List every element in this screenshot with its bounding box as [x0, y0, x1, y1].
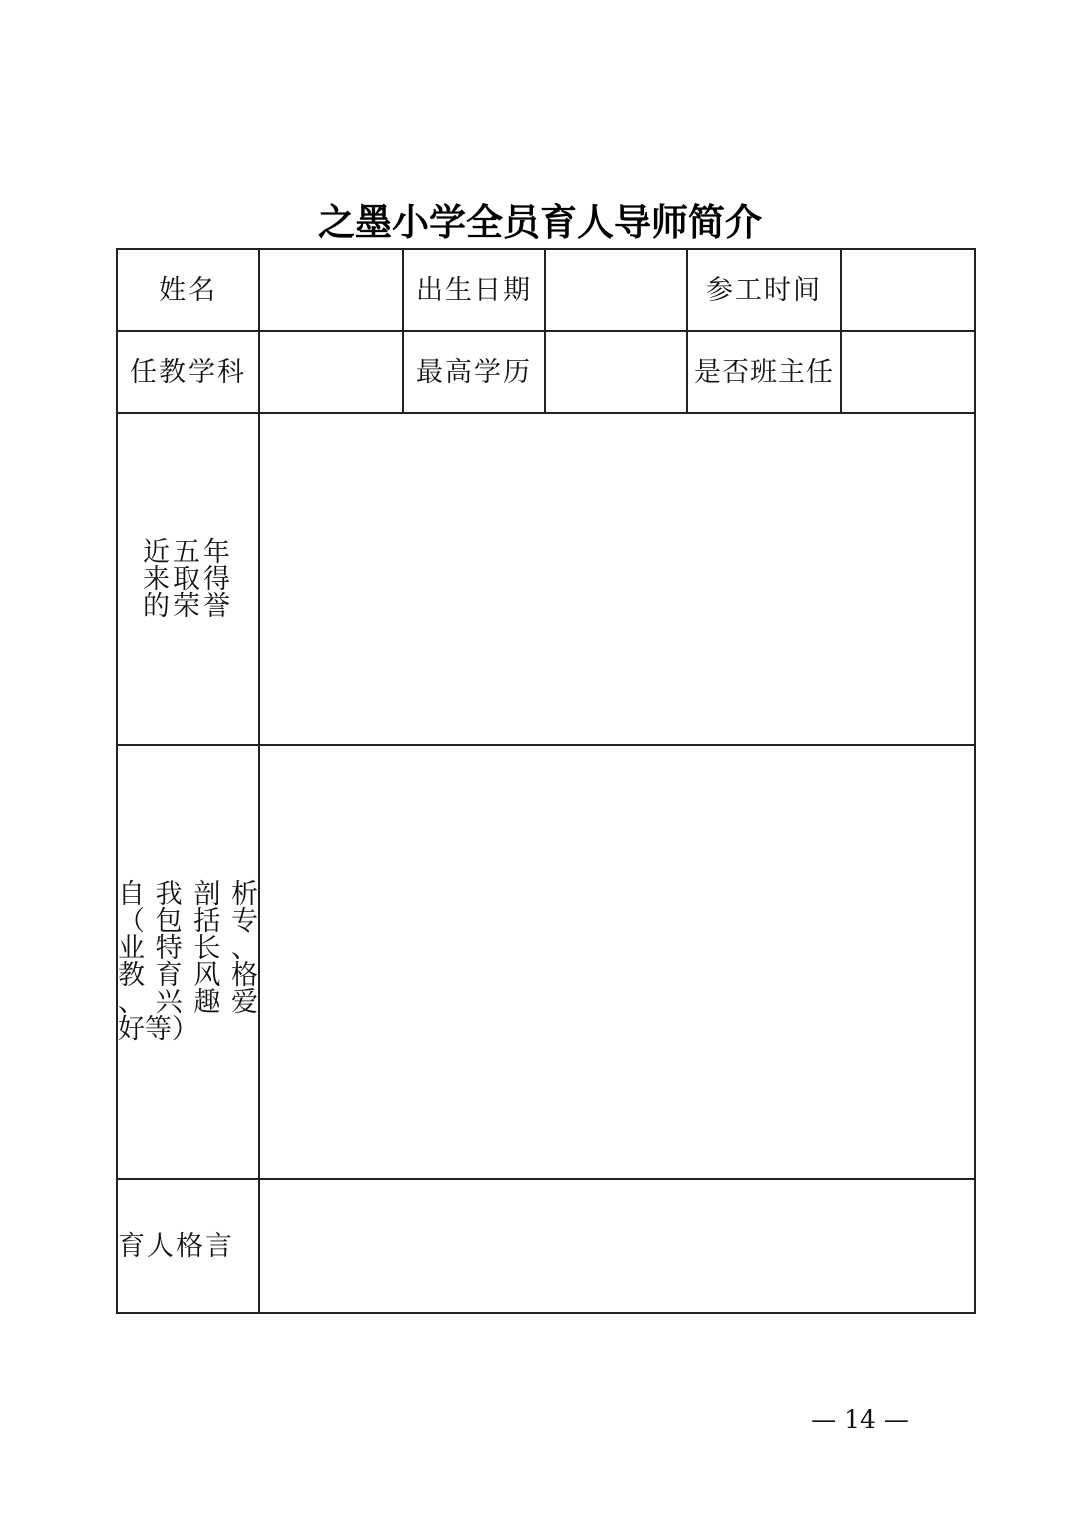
self-analysis-field[interactable] [259, 745, 975, 1179]
self-analysis-label [117, 745, 259, 1179]
subject-field[interactable] [259, 331, 403, 413]
self-analysis-label-line: 、兴趣爱 [118, 987, 258, 1018]
form-row-basic-1 [117, 249, 975, 331]
work-start-label: 参工时间 [687, 249, 841, 331]
education-label: 最高学历 [403, 331, 545, 413]
name-field[interactable] [259, 249, 403, 331]
page-number: — 14 — [811, 1405, 909, 1434]
name-label: 姓名 [117, 249, 259, 331]
self-analysis-label-line: （包括专 [118, 906, 258, 937]
honors-label-line: 的荣誉 [143, 590, 233, 622]
mentor-profile-form [116, 248, 976, 1314]
honors-label-line: 近五年 [143, 536, 233, 568]
honors-label [117, 413, 259, 745]
head-teacher-label: 是否班主任 [687, 331, 841, 413]
self-analysis-label-line: 业特长、 [118, 933, 258, 964]
self-analysis-label-line: 好等） [118, 1014, 199, 1045]
form-row-basic-2 [117, 331, 975, 413]
form-row-honors [117, 413, 975, 745]
honors-field[interactable] [259, 413, 975, 745]
page-title: 之墨小学全员育人导师简介 [318, 200, 762, 244]
subject-label: 任教学科 [117, 331, 259, 413]
head-teacher-field[interactable] [841, 331, 975, 413]
work-start-field[interactable] [841, 249, 975, 331]
form-row-self-analysis [117, 745, 975, 1179]
self-analysis-label-line: 教育风格 [118, 960, 258, 991]
honors-label-line: 来取得 [143, 563, 233, 595]
birth-date-field[interactable] [545, 249, 687, 331]
birth-date-label: 出生日期 [403, 249, 545, 331]
motto-field[interactable] [259, 1179, 975, 1313]
form-row-motto [117, 1179, 975, 1313]
self-analysis-label-line: 自我剖析 [118, 879, 258, 910]
education-field[interactable] [545, 331, 687, 413]
motto-label: 育人格言 [117, 1179, 259, 1313]
